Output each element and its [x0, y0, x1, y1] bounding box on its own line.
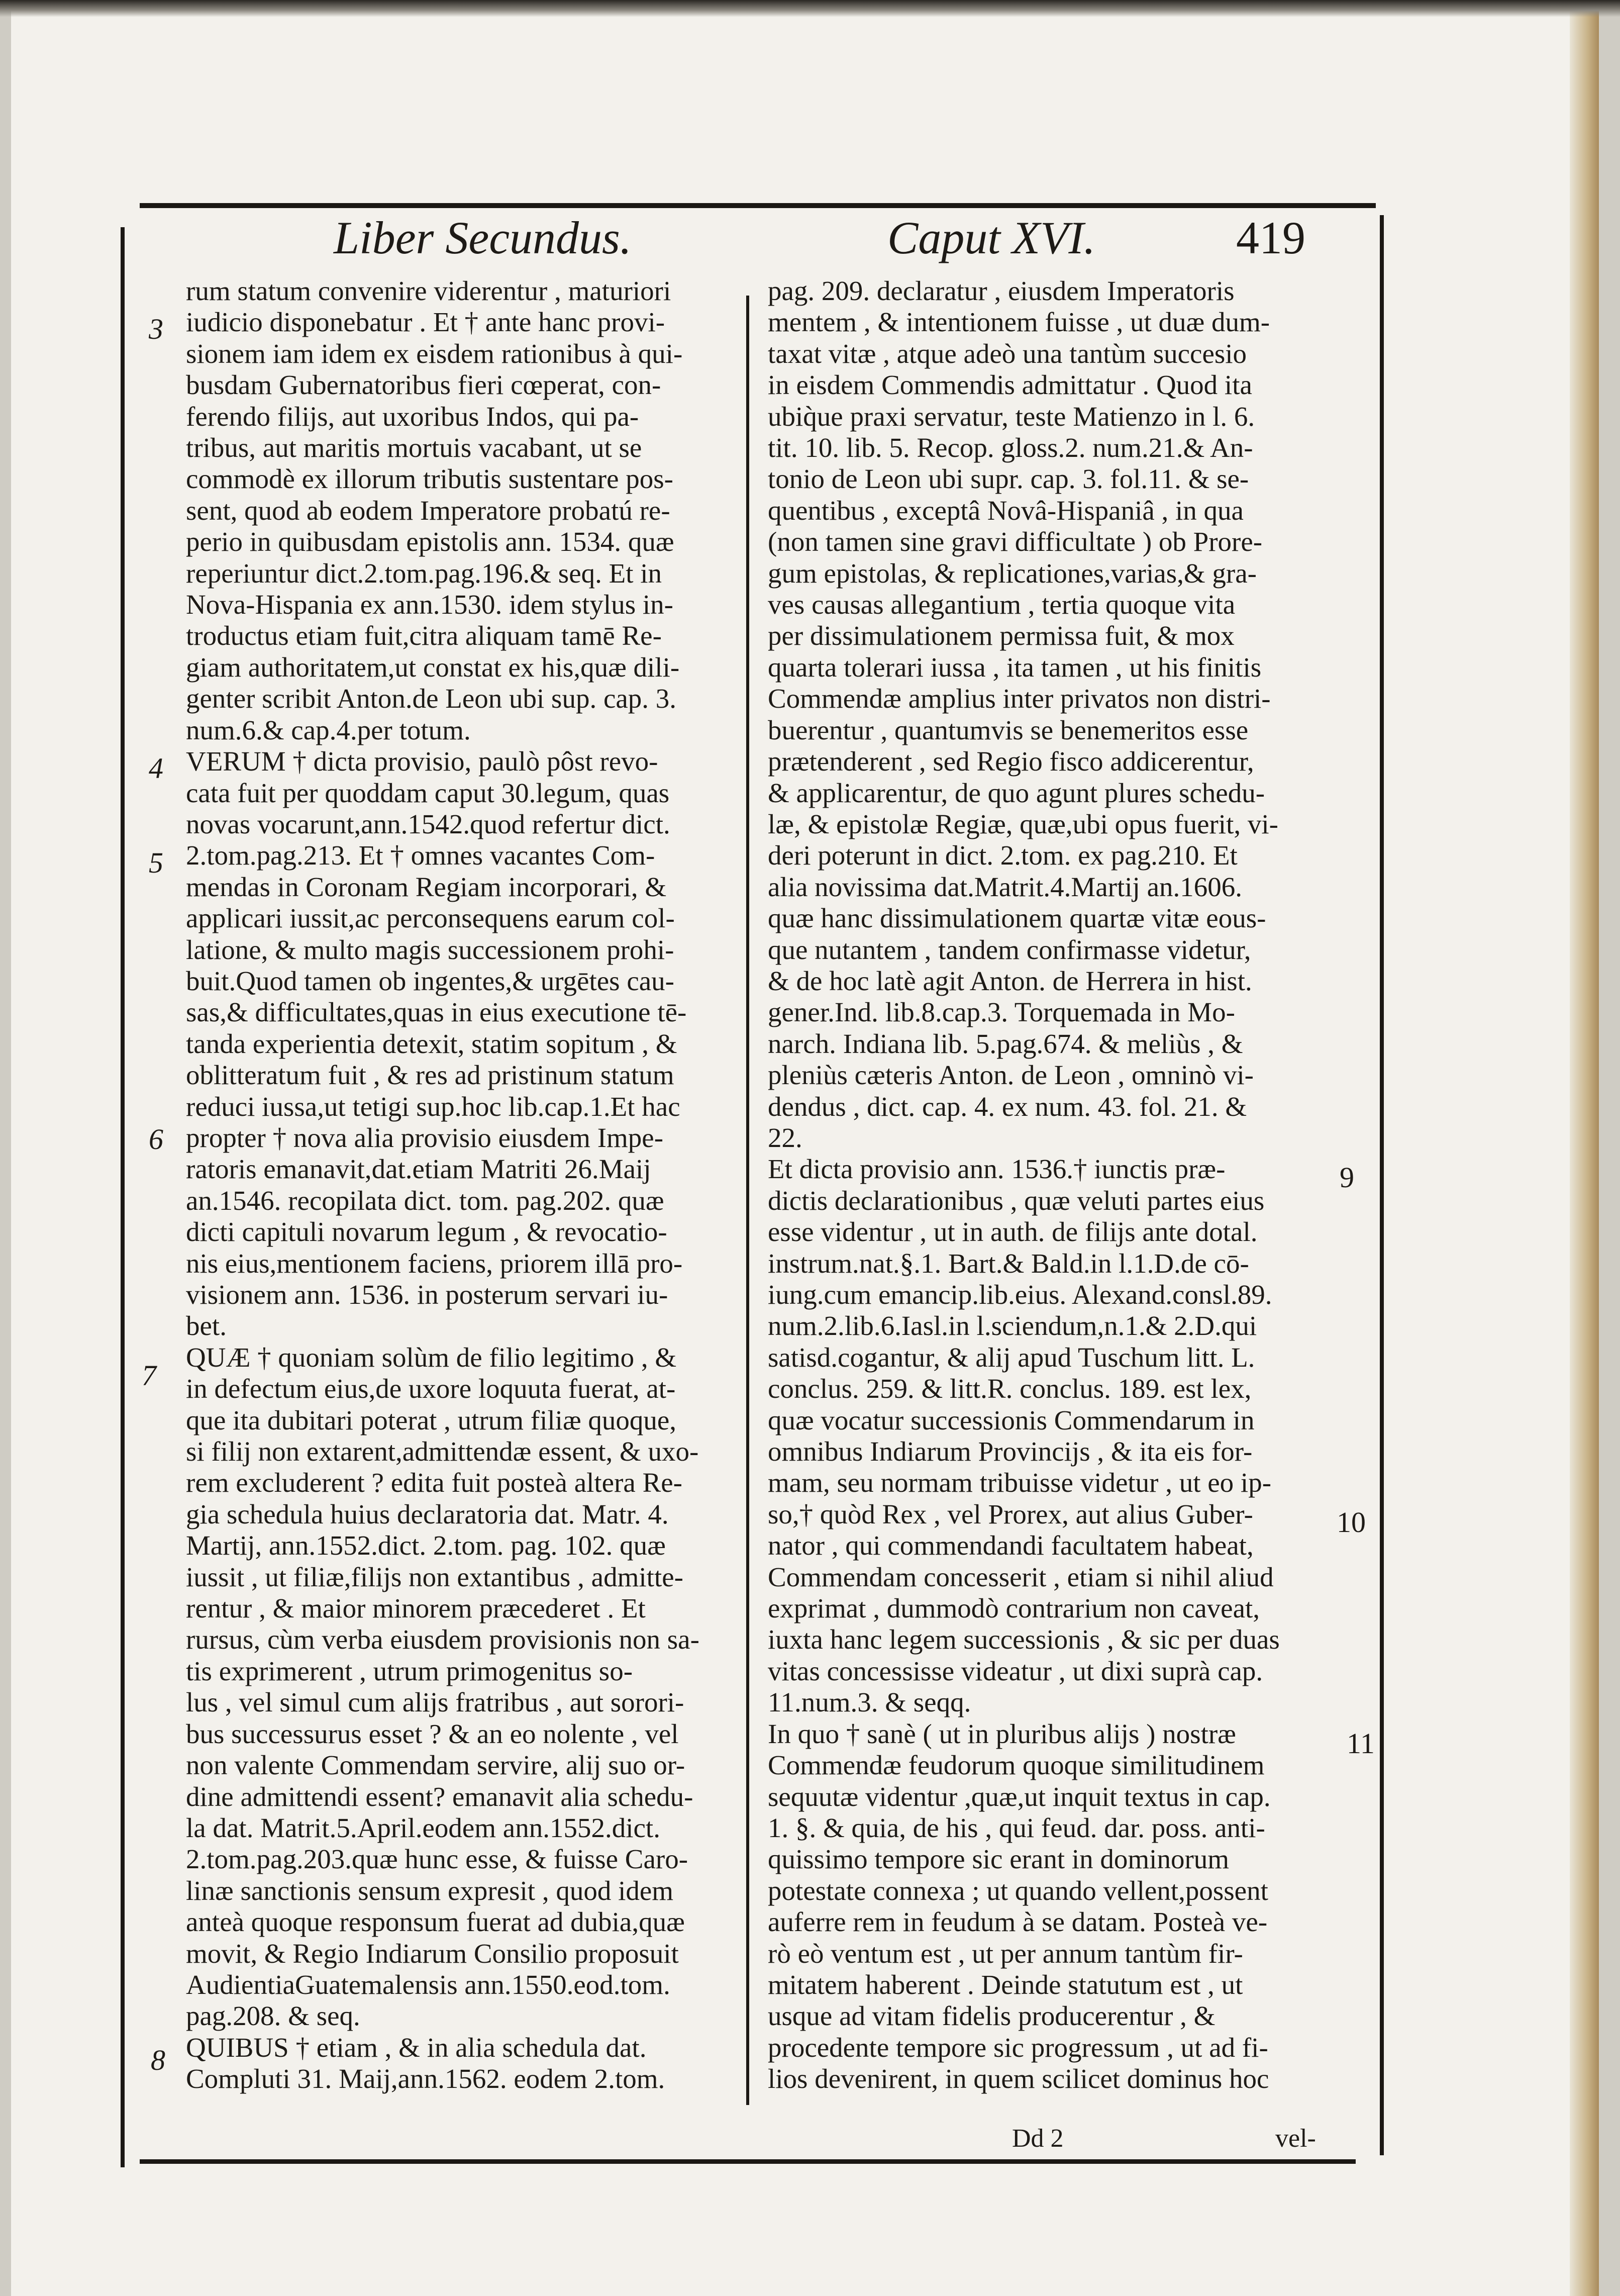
- text-line: taxat vitæ , atque adeò una tantùm succesio: [768, 338, 1247, 369]
- text-line: gia schedula huius declaratoria dat. Matr. 4.: [186, 1498, 669, 1529]
- text-line: potestate connexa ; ut quando vellent,possent: [768, 1875, 1268, 1906]
- text-line: Commendam concesserit , etiam si nihil aliud: [768, 1561, 1274, 1592]
- text-line: in eisdem Commendis admittatur . Quod ita: [768, 369, 1252, 401]
- text-line: iuxta hanc legem successionis , & sic per duas: [768, 1624, 1280, 1655]
- text-line: lios devenirent, in quem scilicet dominus hoc: [768, 2063, 1269, 2094]
- text-line: sequutæ videntur ,quæ,ut inquit textus in cap.: [768, 1781, 1271, 1812]
- text-line: movit, & Regio Indiarum Consilio proposuit: [186, 1938, 679, 1969]
- text-line: usque ad vitam fidelis producerentur , &: [768, 2000, 1216, 2032]
- text-line: busdam Gubernatoribus fieri cœperat, con-: [186, 369, 661, 401]
- text-line: auferre rem in feudum à se datam. Posteà ve-: [768, 1906, 1268, 1938]
- left-column: [186, 275, 739, 2095]
- frame-top-rule: [140, 203, 1376, 208]
- page-number: 419: [1236, 212, 1305, 263]
- text-line: pag. 209. declaratur , eiusdem Imperatoris: [768, 275, 1235, 306]
- text-line: tanda experientia detexit, statim sopitum , &: [186, 1028, 677, 1059]
- column-divider: [746, 296, 749, 2105]
- text-line: & applicarentur, de quo agunt plures schedu-: [768, 777, 1265, 808]
- text-line: linæ sanctionis sensum expresit , quod idem: [186, 1875, 674, 1906]
- text-line: lus , vel simul cum alijs fratribus , aut sorori-: [186, 1687, 684, 1718]
- margin-number: 5: [149, 846, 163, 879]
- text-line: mentem , & intentionem fuisse , ut duæ dum-: [768, 307, 1270, 338]
- text-line: Martij, ann.1552.dict. 2.tom. pag. 102. quæ: [186, 1530, 666, 1561]
- text-line: mam, seu normam tribuisse videtur , ut eo ip-: [768, 1467, 1272, 1498]
- page-edge: [1570, 0, 1599, 2296]
- scan-shadow: [0, 0, 1620, 17]
- frame-bottom-rule: [140, 2159, 1356, 2164]
- text-line: 1. §. & quia, de his , qui feud. dar. poss. anti-: [768, 1812, 1265, 1843]
- text-line: novas vocarunt,ann.1542.quod refertur dict.: [186, 808, 670, 839]
- margin-number: 3: [149, 313, 163, 345]
- text-line: QUIBUS † etiam , & in alia schedula dat.: [186, 2032, 647, 2063]
- text-line: sent, quod ab eodem Imperatore probatú re-: [186, 495, 670, 526]
- text-line: rursus, cùm verba eiusdem provisionis non sa-: [186, 1624, 699, 1655]
- text-line: la dat. Matrit.5.April.eodem ann.1552.dict.: [186, 1812, 660, 1843]
- text-line: anteà quoque responsum fuerat ad dubia,quæ: [186, 1906, 685, 1938]
- text-line: dendus , dict. cap. 4. ex num. 43. fol. 21. &: [768, 1091, 1247, 1122]
- text-line: Commendæ feudorum quoque similitudinem: [768, 1750, 1265, 1781]
- text-line: ratoris emanavit,dat.etiam Matriti 26.Maij: [186, 1154, 651, 1185]
- text-line: visionem ann. 1536. in posterum servari iu-: [186, 1279, 668, 1310]
- text-line: 22.: [768, 1122, 802, 1153]
- margin-number: 8: [151, 2044, 165, 2076]
- text-line: pag.208. & seq.: [186, 2000, 360, 2032]
- text-line: læ, & epistolæ Regiæ, quæ,ubi opus fuerit, vi-: [768, 808, 1278, 839]
- text-line: num.2.lib.6.Iasl.in l.sciendum,n.1.& 2.D.qui: [768, 1310, 1257, 1342]
- text-line: 2.tom.pag.213. Et † omnes vacantes Com-: [186, 840, 655, 871]
- text-line: latione, & multo magis successionem prohi-: [186, 934, 674, 965]
- text-line: & de hoc latè agit Anton. de Herrera in hist.: [768, 965, 1252, 996]
- text-line: iussit , ut filiæ,filijs non extantibus , admitte-: [186, 1561, 683, 1592]
- text-line: mendas in Coronam Regiam incorporari, &: [186, 871, 667, 902]
- running-head-book: Liber Secundus.: [334, 212, 632, 263]
- margin-number: 4: [149, 752, 163, 785]
- text-line: exprimat , dummodò contrarium non caveat,: [768, 1593, 1260, 1624]
- text-line: quentibus , exceptâ Novâ-Hispaniâ , in qua: [768, 495, 1244, 526]
- text-line: tis exprimerent , utrum primogenitus so-: [186, 1655, 633, 1686]
- running-head-chapter: Caput XVI.: [887, 212, 1095, 263]
- text-line: procedente tempore sic progressum , ut ad fi-: [768, 2032, 1268, 2063]
- text-line: perio in quibusdam epistolis ann. 1534. quæ: [186, 526, 674, 557]
- margin-number: 7: [142, 1359, 156, 1392]
- text-line: reperiuntur dict.2.tom.pag.196.& seq. Et in: [186, 557, 662, 589]
- text-line: ubiq̀ue praxi servatur, teste Matienzo in l. 6.: [768, 401, 1255, 432]
- text-line: QUÆ † quoniam solùm de filio legitimo , &: [186, 1342, 677, 1373]
- margin-number: 10: [1337, 1506, 1366, 1539]
- text-line: in defectum eius,de uxore loquuta fuerat, at-: [186, 1373, 676, 1404]
- text-line: gener.Ind. lib.8.cap.3. Torquemada in Mo-: [768, 997, 1235, 1028]
- text-line: bus successurus esset ? & an eo nolente , vel: [186, 1718, 679, 1749]
- frame-left-rule: [121, 227, 125, 2167]
- margin-number: 6: [149, 1123, 163, 1156]
- frame-right-rule: [1380, 215, 1384, 2155]
- text-line: commodè ex illorum tributis sustentare pos-: [186, 463, 673, 495]
- text-line: conclus. 259. & litt.R. conclus. 189. est lex,: [768, 1373, 1252, 1404]
- text-line: AudientiaGuatemalensis ann.1550.eod.tom.: [186, 1969, 670, 2000]
- text-line: bet.: [186, 1310, 227, 1342]
- margin-number: 11: [1347, 1727, 1375, 1760]
- text-line: Commendæ amplius inter privatos non distri-: [768, 683, 1271, 714]
- text-line: Et dicta provisio ann. 1536.† iunctis præ-: [768, 1154, 1226, 1185]
- text-line: per dissimulationem permissa fuit, & mox: [768, 620, 1235, 651]
- text-line: Compluti 31. Maij,ann.1562. eodem 2.tom.: [186, 2063, 665, 2094]
- text-line: dine admittendi essent? emanavit alia schedu-: [186, 1781, 693, 1812]
- text-line: prætenderent , sed Regio fisco addicerentur,: [768, 746, 1254, 777]
- text-line: tit. 10. lib. 5. Recop. gloss.2. num.21.& An-: [768, 432, 1253, 463]
- text-line: sionem iam idem ex eisdem rationibus à qui-: [186, 338, 683, 369]
- text-line: si filij non extarent,admittendæ essent, & uxo-: [186, 1436, 699, 1467]
- text-line: buerentur , quantumvis se benemeritos esse: [768, 714, 1249, 745]
- text-line: tribus, aut maritis mortuis vacabant, ut se: [186, 432, 642, 463]
- text-line: quæ vocatur successionis Commendarum in: [768, 1404, 1255, 1436]
- text-line: reduci iussa,ut tetigi sup.hoc lib.cap.1.Et hac: [186, 1091, 680, 1122]
- text-line: ferendo filijs, aut uxoribus Indos, qui pa-: [186, 401, 639, 432]
- text-line: narch. Indiana lib. 5.pag.674. & meliùs , &: [768, 1028, 1243, 1059]
- text-line: quissimo tempore sic erant in dominorum: [768, 1844, 1230, 1875]
- text-line: rentur , & maior minorem præcederet . Et: [186, 1593, 646, 1624]
- text-line: mitatem haberent . Deinde statutum est , ut: [768, 1969, 1243, 2000]
- text-line: In quo † sanè ( ut in pluribus alijs ) nostræ: [768, 1718, 1236, 1749]
- text-line: Nova-Hispania ex ann.1530. idem stylus in-: [186, 589, 673, 620]
- text-line: vitas concessisse videatur , ut dixi suprà cap.: [768, 1655, 1263, 1686]
- text-line: rem excluderent ? edita fuit posteà altera Re-: [186, 1467, 682, 1498]
- text-line: cata fuit per quoddam caput 30.legum, quas: [186, 777, 670, 808]
- text-line: propter † nova alia provisio eiusdem Impe-: [186, 1122, 664, 1153]
- text-line: nator , qui commendandi facultatem habeat,: [768, 1530, 1254, 1561]
- text-line: quarta tolerari iussa , ita tamen , ut his finitis: [768, 651, 1262, 683]
- text-line: an.1546. recopilata dict. tom. pag.202. quæ: [186, 1185, 664, 1216]
- margin-number: 9: [1340, 1161, 1354, 1194]
- text-line: satisd.cogantur, & alij apud Tuschum litt. L.: [768, 1342, 1255, 1373]
- text-line: dictis declarationibus , quæ veluti partes eius: [768, 1185, 1265, 1216]
- text-line: sas,& difficultates,quas in eius executione tē-: [186, 997, 687, 1028]
- text-line: pleniùs cæteris Anton. de Leon , omninò vi-: [768, 1060, 1254, 1091]
- text-line: gum epistolas, & replicationes,varias,& gra-: [768, 557, 1257, 589]
- text-line: genter scribit Anton.de Leon ubi sup. cap. 3.: [186, 683, 677, 714]
- text-line: troductus etiam fuit,citra aliquam tamē Re-: [186, 620, 662, 651]
- text-line: oblitteratum fuit , & res ad pristinum statum: [186, 1060, 674, 1091]
- text-line: iung.cum emancip.lib.eius. Alexand.consl.89.: [768, 1279, 1272, 1310]
- text-line: alia novissima dat.Matrit.4.Martij an.1606.: [768, 871, 1242, 902]
- text-line: tonio de Leon ubi supr. cap. 3. fol.11. & se-: [768, 463, 1249, 495]
- text-line: 2.tom.pag.203.quæ hunc esse, & fuisse Caro-: [186, 1844, 688, 1875]
- text-line: giam authoritatem,ut constat ex his,quæ dili-: [186, 651, 680, 683]
- text-line: rò eò ventum est , ut per annum tantùm fir-: [768, 1938, 1243, 1969]
- text-line: buit.Quod tamen ob ingentes,& urgētes cau-: [186, 965, 674, 996]
- right-column: [768, 275, 1321, 2095]
- text-line: nis eius,mentionem faciens, priorem illā pro-: [186, 1248, 683, 1279]
- catchword: vel-: [1275, 2124, 1316, 2153]
- text-line: num.6.& cap.4.per totum.: [186, 714, 471, 745]
- text-line: omnibus Indiarum Provincijs , & ita eis for-: [768, 1436, 1253, 1467]
- text-line: so,† quòd Rex , vel Prorex, aut alius Guber-: [768, 1498, 1253, 1529]
- signature-mark: Dd 2: [1012, 2124, 1064, 2153]
- text-line: non valente Commendam servire, alij suo or-: [186, 1750, 685, 1781]
- text-line: iudicio disponebatur . Et † ante hanc provi-: [186, 307, 665, 338]
- text-line: que ita dubitari poterat , utrum filiæ quoque,: [186, 1404, 677, 1436]
- text-line: (non tamen sine gravi difficultate ) ob Prore-: [768, 526, 1263, 557]
- text-line: que nutantem , tandem confirmasse videtur,: [768, 934, 1251, 965]
- text-line: VERUM † dicta provisio, paulò pôst revo-: [186, 746, 658, 777]
- text-line: dicti capituli novarum legum , & revocatio-: [186, 1216, 667, 1248]
- text-line: instrum.nat.§.1. Bart.& Bald.in l.1.D.de cō-: [768, 1248, 1249, 1279]
- text-line: quæ hanc dissimulationem quartæ vitæ eous-: [768, 903, 1266, 934]
- text-line: ves causas allegantium , tertia quoque vita: [768, 589, 1236, 620]
- text-line: applicari iussit,ac perconsequens earum col-: [186, 903, 675, 934]
- text-line: 11.num.3. & seqq.: [768, 1687, 971, 1718]
- text-line: deri poterunt in dict. 2.tom. ex pag.210. Et: [768, 840, 1238, 871]
- text-line: rum statum convenire viderentur , maturiori: [186, 275, 671, 306]
- text-line: esse videntur , ut in auth. de filijs ante dotal.: [768, 1216, 1258, 1248]
